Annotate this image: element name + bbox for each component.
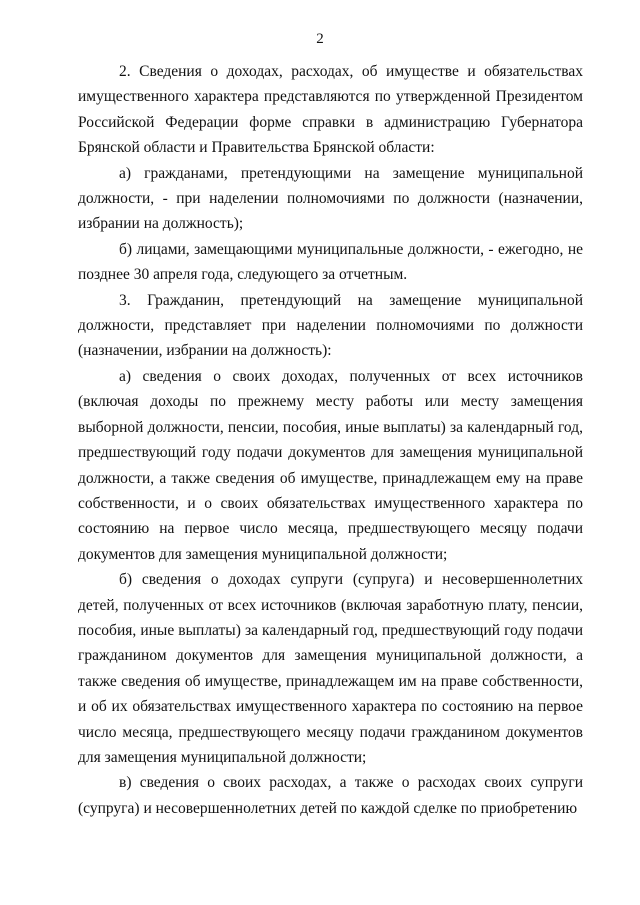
paragraph-3: 3. Гражданин, претендующий на замещение муниципальной должности, представляет при наделении полномочиями по должности (назначении, избрании на должность):: [78, 291, 583, 360]
paragraph-3-item-v: в) сведения о своих расходах, а также о расходах своих супруги (супруга) и несовершеннолетних детей по каждой сделке по приобретению: [78, 774, 583, 817]
paragraph-3-item-a: а) сведения о своих доходах, полученных от всех источников (включая доходы по прежнему месту работы или месту замещения выборной должности, пенсии, пособия, иные выплаты) за календарный год, предшествующий году подачи документов для замещения муниципальной должности, а также сведения об имуществе, принадлежащем ему на праве собственности, и о своих обязательствах имущественного характера по состоянию на первое число месяца, предшествующего месяцу подачи документов для замещения муниципальной должности;: [78, 367, 583, 563]
document-body: [78, 59, 583, 821]
paragraph-2-item-b: б) лицами, замещающими муниципальные должности, - ежегодно, не позднее 30 апреля года, следующего за отчетным.: [78, 240, 583, 284]
paragraph-2-item-a: а) гражданами, претендующими на замещение муниципальной должности, - при наделении полномочиями по должности (назначении, избрании на должность);: [78, 164, 583, 233]
paragraph-2: 2. Сведения о доходах, расходах, об имуществе и обязательствах имущественного характера представляются по утвержденной Президентом Российской Федерации форме справки в администрацию Губернатора Брянской области и Правительства Брянской области:: [78, 63, 583, 157]
page-number: 2: [316, 31, 324, 47]
paragraph-3-item-b: б) сведения о доходах супруги (супруга) и несовершеннолетних детей, полученных от всех источников (включая заработную плату, пенсии, пособия, иные выплаты) за календарный год, предшествующий году подачи гражданином документов для замещения муниципальной должности, а также сведения об имуществе, принадлежащем им на праве собственности, и об их обязательствах имущественного характера по состоянию на первое число месяца, предшествующего месяцу подачи гражданином документов для замещения муниципальной должности;: [78, 571, 583, 766]
